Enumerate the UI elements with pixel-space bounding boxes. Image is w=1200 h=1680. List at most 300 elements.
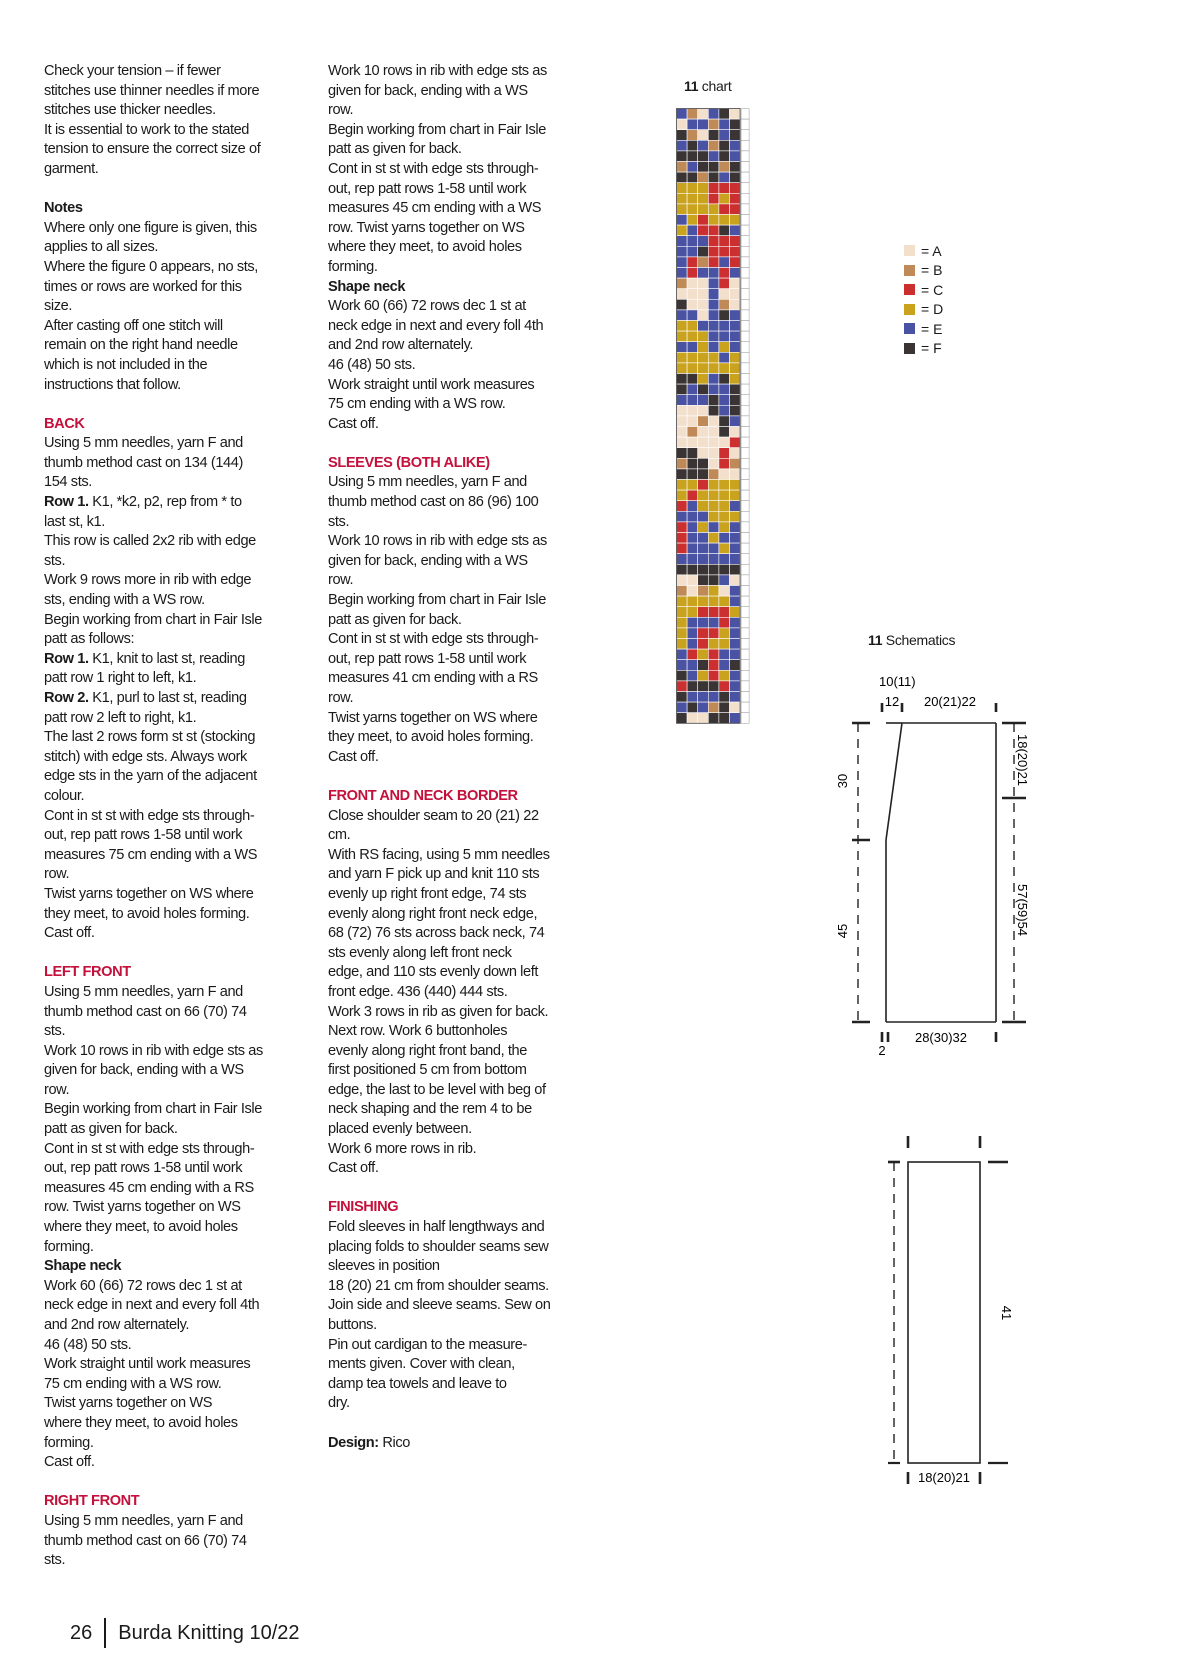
chart-stitch-cell	[730, 352, 741, 363]
line-text: FINISHING	[328, 1199, 399, 1216]
chart-stitch-cell	[698, 607, 709, 618]
chart-stitch-cell	[698, 639, 709, 650]
row-number-cell	[741, 511, 749, 522]
chart-stitch-cell	[730, 416, 741, 427]
chart-stitch-cell	[677, 172, 688, 183]
chart-stitch-cell	[719, 501, 730, 512]
chart-stitch-cell	[687, 533, 698, 544]
line-text: Shape neck	[328, 278, 406, 295]
legend-label: = D	[921, 301, 944, 318]
chart-stitch-cell	[698, 596, 709, 607]
line-text: row.	[328, 572, 354, 589]
text-line	[44, 356, 294, 376]
line-text: where they meet, to avoid holes	[44, 1219, 238, 1236]
row-number-cell	[741, 162, 749, 173]
legend-item-d	[904, 300, 943, 320]
row-number-cell	[741, 215, 749, 226]
chart-stitch-cell	[719, 490, 730, 501]
chart-stitch-cell	[677, 130, 688, 141]
row-number-cell	[741, 140, 749, 151]
color-legend	[904, 241, 943, 358]
line-text: With RS facing, using 5 mm needles	[328, 846, 550, 863]
text-line	[44, 1277, 294, 1297]
chart-stitch-cell	[719, 511, 730, 522]
chart-stitch-cell	[708, 713, 719, 724]
line-text: Work 3 rows in rib as given for back.	[328, 1003, 549, 1020]
chart-stitch-cell	[687, 109, 698, 120]
chart-stitch-cell	[698, 448, 709, 459]
line-text: Where the figure 0 appears, no sts,	[44, 258, 258, 275]
chart-stitch-cell	[687, 193, 698, 204]
chart-stitch-cell	[687, 586, 698, 597]
line-text: K1, knit to last st, reading	[92, 650, 245, 667]
legend-label: = F	[921, 340, 942, 357]
legend-label: = E	[921, 320, 943, 337]
line-text: sts.	[44, 1552, 66, 1569]
text-line	[44, 336, 294, 356]
text-line	[44, 160, 294, 180]
chart-stitch-cell	[730, 681, 741, 692]
line-text: thumb method cast on 134 (144)	[44, 454, 243, 471]
subheading	[44, 1257, 294, 1277]
chart-stitch-cell	[730, 119, 741, 130]
line-text: Using 5 mm needles, yarn F and	[328, 474, 527, 491]
chart-stitch-cell	[698, 660, 709, 671]
row-number-cell	[741, 352, 749, 363]
text-line	[328, 1238, 594, 1258]
text-line	[44, 787, 294, 807]
chart-stitch-cell	[687, 204, 698, 215]
line-text: and 2nd row alternately.	[328, 337, 474, 354]
chart-stitch-cell	[677, 628, 688, 639]
chart-stitch-cell	[687, 374, 698, 385]
text-line	[328, 1296, 594, 1316]
chart-stitch-cell	[677, 204, 688, 215]
chart-stitch-cell	[708, 416, 719, 427]
text-line	[44, 1159, 294, 1179]
chart-stitch-cell	[730, 140, 741, 151]
chart-stitch-cell	[698, 522, 709, 533]
chart-stitch-cell	[719, 363, 730, 374]
legend-item-b	[904, 261, 943, 281]
line-text: Begin working from chart in Fair Isle	[328, 121, 546, 138]
chart-stitch-cell	[719, 215, 730, 226]
chart-stitch-cell	[687, 660, 698, 671]
chart-stitch-cell	[708, 448, 719, 459]
chart-stitch-cell	[698, 416, 709, 427]
label-left-lower: 45	[835, 923, 850, 939]
chart-stitch-cell	[687, 257, 698, 268]
text-line	[328, 1394, 594, 1414]
text-line	[328, 1355, 594, 1375]
line-text: 75 cm ending with a WS row.	[44, 1375, 222, 1392]
chart-stitch-cell	[677, 596, 688, 607]
chart-stitch-cell	[687, 151, 698, 162]
text-line	[44, 219, 294, 239]
chart-stitch-cell	[687, 511, 698, 522]
row-number-cell	[741, 405, 749, 416]
chart-stitch-cell	[708, 374, 719, 385]
text-line	[328, 1022, 594, 1042]
chart-stitch-cell	[687, 670, 698, 681]
line-text: measures 45 cm ending with a RS	[44, 1179, 254, 1196]
chart-stitch-cell	[708, 193, 719, 204]
chart-stitch-cell	[698, 395, 709, 406]
row-number-cell	[741, 469, 749, 480]
line-text: and yarn F pick up and knit 110 sts	[328, 866, 540, 883]
chart-stitch-cell	[687, 278, 698, 289]
row-number-cell	[741, 193, 749, 204]
chart-stitch-cell	[687, 681, 698, 692]
line-text: Where only one figure is given, this	[44, 219, 257, 236]
line-text: 154 sts.	[44, 474, 92, 491]
line-text: row.	[328, 102, 354, 119]
line-text: Begin working from chart in Fair Isle	[44, 611, 262, 628]
chart-stitch-cell	[708, 119, 719, 130]
text-line	[328, 905, 594, 925]
text-line	[328, 101, 594, 121]
chart-stitch-cell	[708, 533, 719, 544]
row-number-cell	[741, 416, 749, 427]
text-line	[328, 376, 594, 396]
line-text: patt as given for back.	[328, 611, 462, 628]
line-text: last st, k1.	[44, 513, 105, 530]
text-line	[44, 1512, 294, 1532]
chart-stitch-cell	[730, 639, 741, 650]
text-line	[328, 689, 594, 709]
chart-stitch-cell	[708, 246, 719, 257]
chart-stitch-cell	[719, 236, 730, 247]
chart-stitch-cell	[698, 299, 709, 310]
line-text: Work straight until work measures	[44, 1356, 251, 1373]
chart-stitch-cell	[698, 257, 709, 268]
row-number-cell	[741, 374, 749, 385]
chart-stitch-cell	[677, 109, 688, 120]
line-text: where they meet, to avoid holes	[328, 239, 522, 256]
line-text: patt as follows:	[44, 631, 135, 648]
text-line	[328, 1042, 594, 1062]
chart-stitch-cell	[677, 236, 688, 247]
chart-stitch-cell	[687, 363, 698, 374]
row-number-cell	[741, 130, 749, 141]
chart-stitch-cell	[719, 522, 730, 533]
chart-stitch-cell	[698, 554, 709, 565]
line-text: stitches use thinner needles if more	[44, 82, 260, 99]
chart-stitch-cell	[698, 480, 709, 491]
chart-stitch-cell	[708, 554, 719, 565]
row-number-cell	[741, 649, 749, 660]
text-line	[328, 297, 594, 317]
chart-stitch-cell	[698, 151, 709, 162]
label-right-lower: 57(59)54	[1015, 883, 1030, 937]
text-line	[44, 1414, 294, 1434]
chart-stitch-cell	[719, 405, 730, 416]
line-text: evenly up right front edge, 74 sts	[328, 885, 527, 902]
text-line	[328, 199, 594, 219]
row-number-cell	[741, 554, 749, 565]
text-line	[44, 101, 294, 121]
text-line	[328, 1100, 594, 1120]
line-text: Twist yarns together on WS where	[328, 709, 538, 726]
line-text: measures 41 cm ending with a RS	[328, 670, 538, 687]
label-bottom-width: 28(30)32	[914, 1030, 968, 1045]
line-text: thumb method cast on 66 (70) 74	[44, 1532, 247, 1549]
chart-stitch-cell	[677, 480, 688, 491]
text-line	[328, 160, 594, 180]
text-line	[44, 1532, 294, 1552]
chart-stitch-cell	[677, 458, 688, 469]
chart-stitch-cell	[719, 119, 730, 130]
chart-stitch-cell	[708, 278, 719, 289]
chart-stitch-cell	[698, 458, 709, 469]
chart-stitch-cell	[698, 649, 709, 660]
chart-stitch-cell	[730, 268, 741, 279]
chart-stitch-cell	[730, 543, 741, 554]
text-line	[44, 1551, 294, 1571]
text-line	[44, 865, 294, 885]
row-number-cell	[741, 289, 749, 300]
line-text: Work straight until work measures	[328, 376, 535, 393]
chart-stitch-cell	[687, 554, 698, 565]
text-line	[44, 493, 294, 513]
chart-stitch-cell	[719, 193, 730, 204]
text-line	[44, 807, 294, 827]
line-text: neck edge in next and every foll 4th	[328, 317, 544, 334]
chart-stitch-cell	[708, 586, 719, 597]
line-text: Work 10 rows in rib with edge sts as	[44, 1042, 263, 1059]
chart-stitch-cell	[677, 140, 688, 151]
chart-stitch-cell	[698, 140, 709, 151]
text-line	[44, 709, 294, 729]
chart-stitch-cell	[730, 193, 741, 204]
line-text: Cont in st st with edge sts through-	[44, 1140, 255, 1157]
line-text: stitches use thicker needles.	[44, 102, 216, 119]
legend-label: = A	[921, 242, 942, 259]
chart-stitch-cell	[708, 437, 719, 448]
line-text: row. Twist yarns together on WS	[44, 1199, 241, 1216]
chart-stitch-cell	[719, 321, 730, 332]
chart-stitch-cell	[719, 278, 730, 289]
chart-stitch-cell	[677, 257, 688, 268]
text-line	[328, 415, 594, 435]
chart-stitch-cell	[687, 215, 698, 226]
chart-stitch-cell	[708, 639, 719, 650]
row-number-cell	[741, 681, 749, 692]
footer-divider	[104, 1618, 106, 1648]
chart-stitch-cell	[698, 321, 709, 332]
page-number: 26	[70, 1621, 93, 1644]
chart-stitch-cell	[698, 342, 709, 353]
line-text: row. Twist yarns together on WS	[328, 219, 525, 236]
line-text: edge sts in the yarn of the adjacent	[44, 768, 257, 785]
chart-stitch-cell	[719, 670, 730, 681]
row-number-cell	[741, 331, 749, 342]
chart-stitch-cell	[687, 575, 698, 586]
chart-stitch-cell	[677, 183, 688, 194]
chart-stitch-cell	[730, 289, 741, 300]
paragraph-spacer	[44, 1473, 294, 1493]
text-line	[44, 1355, 294, 1375]
text-line	[328, 493, 594, 513]
line-text: sts evenly along left front neck	[328, 944, 512, 961]
text-line	[44, 1198, 294, 1218]
chart-stitch-cell	[708, 183, 719, 194]
text-line	[44, 1375, 294, 1395]
chart-stitch-cell	[708, 384, 719, 395]
row-number-cell	[741, 586, 749, 597]
chart-stitch-cell	[719, 331, 730, 342]
row-number-cell	[741, 533, 749, 544]
chart-stitch-cell	[698, 575, 709, 586]
row-number-cell	[741, 702, 749, 713]
chart-stitch-cell	[719, 543, 730, 554]
chart-stitch-cell	[719, 204, 730, 215]
chart-stitch-cell	[687, 639, 698, 650]
chart-stitch-cell	[708, 363, 719, 374]
chart-stitch-cell	[708, 501, 719, 512]
section-heading	[44, 1492, 294, 1512]
line-text: times or rows are worked for this	[44, 278, 242, 295]
chart-stitch-cell	[719, 140, 730, 151]
text-line	[44, 1394, 294, 1414]
text-line	[328, 1375, 594, 1395]
chart-stitch-cell	[698, 204, 709, 215]
chart-stitch-cell	[687, 692, 698, 703]
chart-stitch-cell	[730, 204, 741, 215]
line-text: patt as given for back.	[328, 141, 462, 158]
text-line	[328, 944, 594, 964]
chart-stitch-cell	[677, 352, 688, 363]
line-text: The last 2 rows form st st (stocking	[44, 729, 256, 746]
row-number-cell	[741, 310, 749, 321]
chart-stitch-cell	[698, 225, 709, 236]
chart-stitch-cell	[677, 607, 688, 618]
chart-stitch-cell	[687, 162, 698, 173]
row-number-cell	[741, 151, 749, 162]
section-heading	[328, 454, 594, 474]
chart-stitch-cell	[730, 183, 741, 194]
chart-stitch-cell	[730, 511, 741, 522]
line-text: K1, purl to last st, reading	[92, 690, 247, 706]
chart-stitch-cell	[730, 469, 741, 480]
chart-stitch-cell	[719, 151, 730, 162]
text-line	[44, 571, 294, 591]
text-line	[328, 121, 594, 141]
chart-stitch-cell	[719, 109, 730, 120]
row-number-cell	[741, 639, 749, 650]
line-text: Cast off.	[44, 925, 95, 942]
paragraph-spacer	[328, 1179, 594, 1199]
chart-stitch-cell	[698, 278, 709, 289]
color-swatch	[904, 245, 915, 256]
chart-stitch-cell	[708, 172, 719, 183]
text-line	[328, 532, 594, 552]
line-text: Cast off.	[328, 748, 379, 765]
chart-stitch-cell	[698, 130, 709, 141]
line-text: front edge. 436 (440) 444 sts.	[328, 983, 508, 1000]
text-line	[44, 1453, 294, 1473]
schematics-title: 11 Schematics	[868, 632, 956, 648]
chart-stitch-cell	[698, 501, 709, 512]
chart-stitch-cell	[698, 172, 709, 183]
chart-stitch-cell	[719, 448, 730, 459]
row-number-cell	[741, 278, 749, 289]
chart-stitch-cell	[698, 692, 709, 703]
row-number-cell	[741, 395, 749, 406]
chart-stitch-cell	[687, 299, 698, 310]
chart-stitch-cell	[719, 702, 730, 713]
paragraph-spacer	[44, 395, 294, 415]
line-text: placed evenly between.	[328, 1121, 472, 1138]
chart-stitch-cell	[698, 193, 709, 204]
row-label: Design:	[328, 1434, 379, 1451]
chart-stitch-cell	[698, 533, 709, 544]
chart-stitch-cell	[708, 511, 719, 522]
text-line	[328, 591, 594, 611]
text-line	[44, 238, 294, 258]
label-bottom-edge: 2	[878, 1043, 886, 1058]
chart-stitch-cell	[730, 692, 741, 703]
chart-stitch-cell	[698, 628, 709, 639]
chart-stitch-cell	[708, 140, 719, 151]
chart-stitch-cell	[730, 490, 741, 501]
row-number-cell	[741, 522, 749, 533]
line-text: RIGHT FRONT	[44, 1493, 140, 1510]
chart-stitch-cell	[698, 374, 709, 385]
line-text: SLEEVES (BOTH ALIKE)	[328, 454, 490, 471]
chart-stitch-cell	[730, 437, 741, 448]
text-line	[44, 473, 294, 493]
row-number-cell	[741, 342, 749, 353]
chart-stitch-cell	[730, 384, 741, 395]
text-line	[44, 1316, 294, 1336]
chart-stitch-cell	[730, 342, 741, 353]
row-number-cell	[741, 172, 749, 183]
chart-stitch-cell	[698, 469, 709, 480]
chart-stitch-cell	[719, 628, 730, 639]
chart-stitch-cell	[677, 405, 688, 416]
chart-stitch-cell	[730, 564, 741, 575]
line-text: row.	[44, 866, 70, 883]
row-number-cell	[741, 543, 749, 554]
chart-stitch-cell	[677, 416, 688, 427]
chart-stitch-cell	[730, 225, 741, 236]
text-line	[44, 826, 294, 846]
legend-label: = C	[921, 281, 944, 298]
label-left-upper: 30	[835, 773, 850, 789]
text-line	[328, 140, 594, 160]
line-text: they meet, to avoid holes forming.	[328, 729, 534, 746]
publication-name: Burda Knitting 10/22	[118, 1621, 300, 1644]
chart-stitch-cell	[719, 310, 730, 321]
line-text: placing folds to shoulder seams sew	[328, 1238, 549, 1255]
line-text: out, rep patt rows 1-58 until work	[44, 827, 243, 844]
chart-stitch-cell	[677, 511, 688, 522]
chart-stitch-cell	[719, 575, 730, 586]
chart-stitch-cell	[708, 342, 719, 353]
chart-stitch-cell	[719, 289, 730, 300]
chart-stitch-cell	[708, 427, 719, 438]
line-text: where they meet, to avoid holes	[44, 1414, 238, 1431]
chart-stitch-cell	[698, 268, 709, 279]
chart-stitch-cell	[719, 649, 730, 660]
chart-stitch-cell	[698, 427, 709, 438]
line-text: neck shaping and the rem 4 to be	[328, 1101, 532, 1118]
chart-stitch-cell	[698, 384, 709, 395]
chart-stitch-cell	[730, 172, 741, 183]
text-line	[328, 1434, 594, 1454]
chart-stitch-cell	[687, 437, 698, 448]
